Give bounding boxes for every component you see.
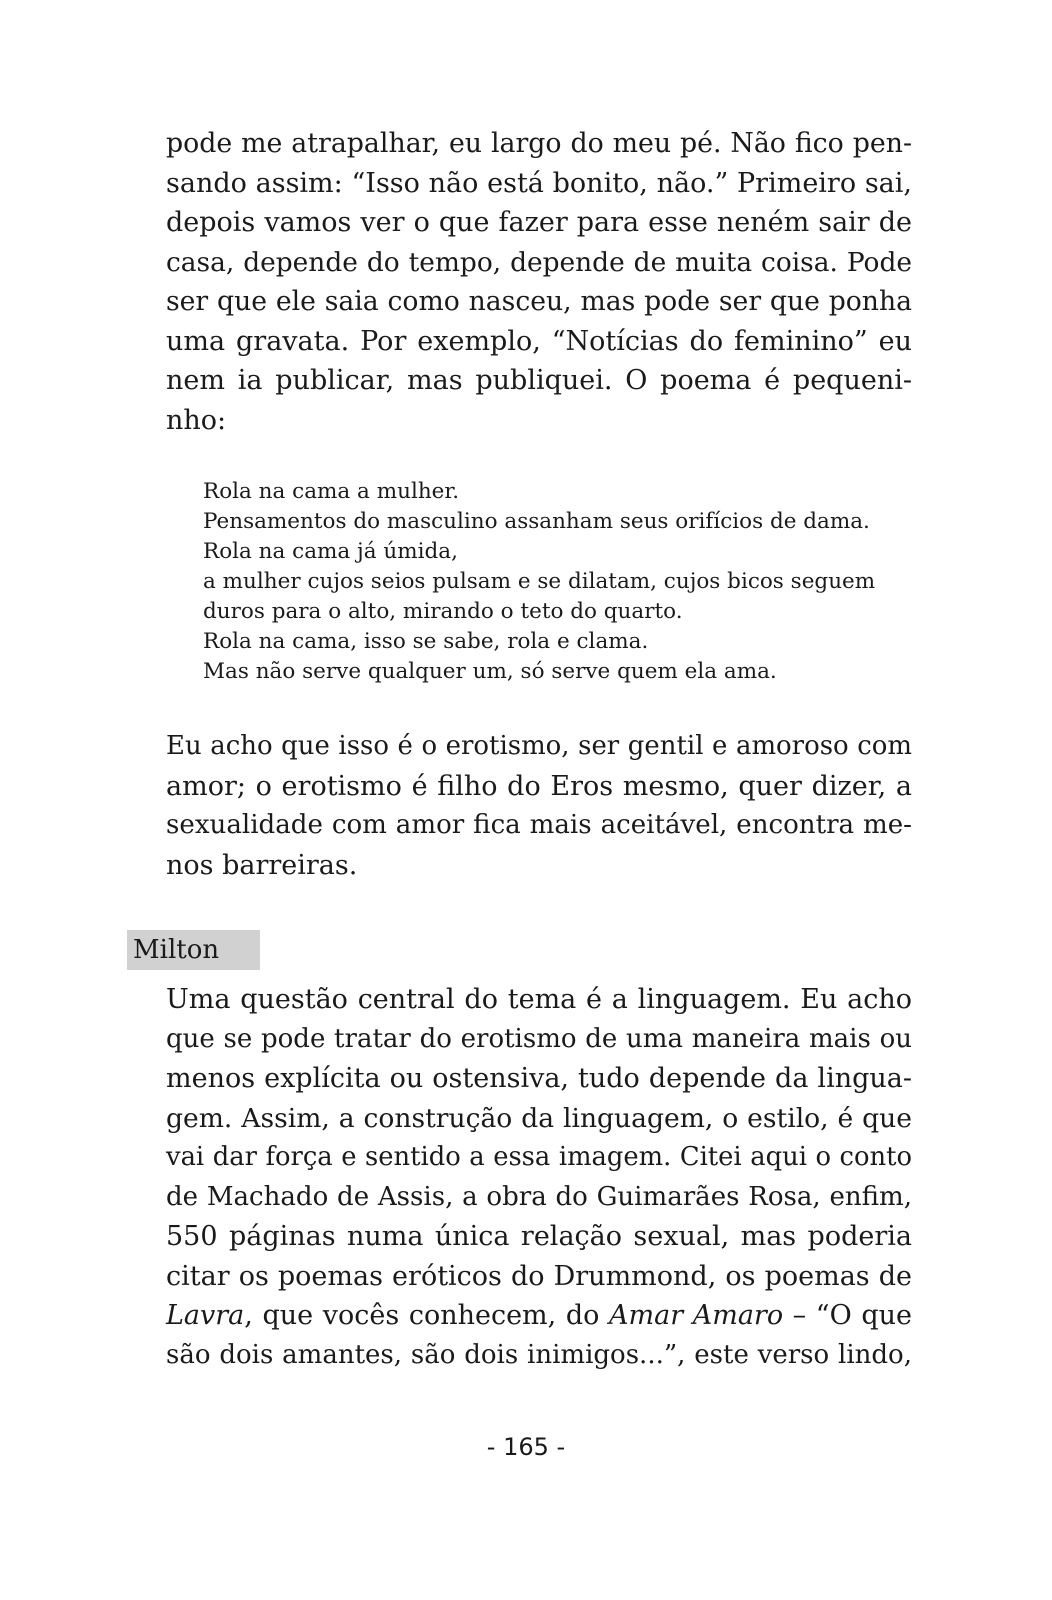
text-line: são dois amantes, são dois inimigos...”, este verso lindo,	[166, 1339, 912, 1370]
poem-line: Rola na cama já úmida,	[203, 539, 458, 564]
text-fragment: – “O que	[783, 1300, 912, 1331]
text-line: nho:	[166, 404, 227, 436]
text-fragment: , que vocês conhecem, do	[244, 1300, 609, 1331]
poem-line: a mulher cujos seios pulsam e se dilatam, cujos bicos seguem	[203, 569, 876, 594]
speaker-label	[127, 930, 260, 970]
text-line: menos explícita ou ostensiva, tudo depende da lingua-	[166, 1063, 912, 1094]
poem-line: Rola na cama a mulher.	[203, 479, 460, 504]
paragraph-language	[166, 980, 912, 1375]
text-line: nos barreiras.	[166, 849, 358, 881]
text-line: nem ia publicar, mas publiquei. O poema é pequeni-	[166, 365, 912, 396]
book-title-lavra: Lavra	[166, 1300, 245, 1331]
speaker-name: Milton	[133, 935, 220, 965]
text-line: ser que ele saia como nasceu, mas pode ser que ponha	[166, 286, 912, 317]
text-line: Uma questão central do tema é a linguagem. Eu acho	[166, 984, 912, 1015]
text-line: 550 páginas numa única relação sexual, mas poderia	[166, 1221, 912, 1252]
text-line: que se pode tratar do erotismo de uma maneira mais ou	[166, 1023, 912, 1054]
paragraph-intro	[166, 124, 912, 440]
poem-line: Mas não serve qualquer um, só serve quem ela ama.	[203, 659, 777, 684]
poem-quote	[203, 477, 923, 687]
poem-line: Pensamentos do masculino assanham seus orifícios de dama.	[203, 509, 870, 534]
paragraph-erotism	[166, 727, 912, 885]
text-line: Eu acho que isso é o erotismo, ser gentil e amoroso com	[166, 731, 912, 761]
text-line: de Machado de Assis, a obra do Guimarães Rosa, enfim,	[166, 1181, 912, 1212]
poem-line: Rola na cama, isso se sabe, rola e clama.	[203, 629, 649, 654]
text-line: sando assim: “Isso não está bonito, não.” Primeiro sai,	[166, 167, 912, 199]
text-line: depois vamos ver o que fazer para esse neném sair de	[166, 207, 912, 238]
text-line: pode me atrapalhar, eu largo do meu pé. Não fico pen-	[166, 128, 912, 159]
text-line: uma gravata. Por exemplo, “Notícias do feminino” eu	[166, 325, 912, 357]
text-line: gem. Assim, a construção da linguagem, o estilo, é que	[166, 1102, 912, 1134]
book-title-amar-amaro: Amar Amaro	[609, 1300, 784, 1331]
text-line: casa, depende do tempo, depende de muita coisa. Pode	[166, 246, 912, 278]
text-line: citar os poemas eróticos do Drummond, os poemas de	[166, 1260, 912, 1292]
poem-line: duros para o alto, mirando o teto do quarto.	[203, 599, 683, 624]
page-number: - 165 -	[486, 1433, 566, 1461]
text-line: sexualidade com amor fica mais aceitável, encontra me-	[166, 810, 912, 840]
text-line: amor; o erotismo é filho do Eros mesmo, quer dizer, a	[166, 770, 912, 802]
text-line: vai dar força e sentido a essa imagem. Citei aqui o conto	[166, 1142, 912, 1172]
text-line-with-italics	[166, 1296, 912, 1336]
